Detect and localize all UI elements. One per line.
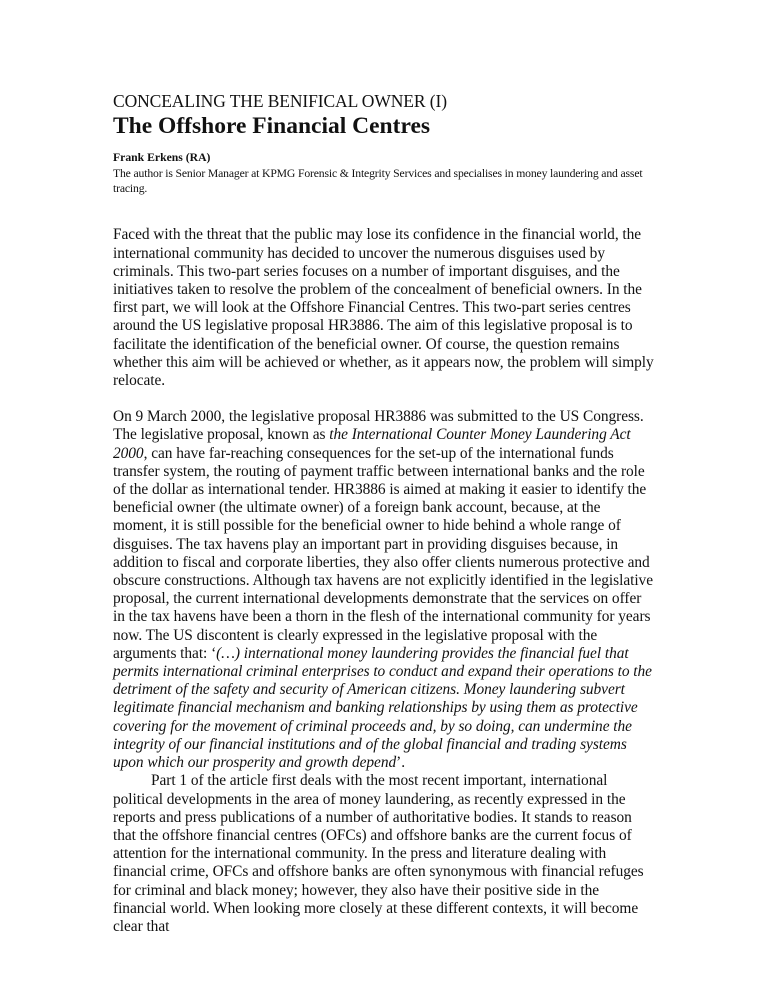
paragraph-text: On 9 March 2000, the legislative proposal HR3886 was submitted to the US Congress. The legislative proposal, known as xyxy=(113,408,644,444)
document-page xyxy=(113,91,656,936)
paragraph-text: , can have far-reaching consequences for the set-up of the international funds transfer system, the routing of payment traffic between international banks and the role of the dollar as international tender. HR3886 is aimed at making it easier to identify the beneficial owner (the ultimate owner) of a foreign bank account, because, at the moment, it is still possible for the beneficial owner to hide behind a whole range of disguises. The tax havens play an important part in providing disguises because, in addition to fiscal and corporate liberties, they also offer clients numerous protective and obscure constructions. Although tax havens are not explicitly identified in the legislative proposal, the current international developments demonstrate that the services on offer in the tax havens have been a thorn in the flesh of the international community for years now. The US discontent is clearly expressed in the legislative proposal with the arguments that: ‘ xyxy=(113,444,653,662)
paragraph-text: ’. xyxy=(396,754,406,772)
act-name: the International Counter Money Laundering Act 2000 xyxy=(113,426,631,462)
author-name: Frank Erkens (RA) xyxy=(113,151,211,164)
legislative-quote: (…) international money laundering provides the financial fuel that permits international criminal enterprises to conduct and expand their operations to the detriment of the safety and security of American citizens. Money laundering subvert legitimate financial mechanism and banking relationships by using them as protective covering for the movement of criminal proceeds and, by so doing, can undermine the integrity of our financial institutions and of the global financial and trading systems upon which our prosperity and growth depend xyxy=(113,644,652,772)
paragraph-hr3886 xyxy=(113,408,656,772)
article-title: The Offshore Financial Centres xyxy=(113,113,431,139)
paragraph-intro: Faced with the threat that the public may lose its confidence in the financial world, the international community has decided to uncover the numerous disguises used by criminals. This two-part series focuses on a number of important disguises, and the initiatives taken to resolve the problem of the concealment of beneficial owners. In the first part, we will look at the Offshore Financial Centres. This two-part series centres around the US legislative proposal HR3886. The aim of this legislative proposal is to facilitate the identification of the beneficial owner. Of course, the question remains whether this aim will be achieved or whether, as it appears now, the problem will simply relocate. xyxy=(113,226,654,390)
series-heading: CONCEALING THE BENIFICAL OWNER (I) xyxy=(113,91,447,111)
paragraph-part1: Part 1 of the article first deals with the most recent important, international political developments in the area of money laundering, as recently expressed in the reports and press publications of a number of authoritative bodies. It stands to reason that the offshore financial centres (OFCs) and offshore banks are the current focus of attention for the international community. In the press and literature dealing with financial crime, OFCs and offshore banks are often synonymous with financial refuges for criminal and black money; however, they also have their positive side in the financial world. When looking more closely at these different contexts, it will become clear that xyxy=(113,772,644,935)
author-bio: The author is Senior Manager at KPMG Forensic & Integrity Services and specialises in money laundering and asset tracing. xyxy=(113,167,643,196)
